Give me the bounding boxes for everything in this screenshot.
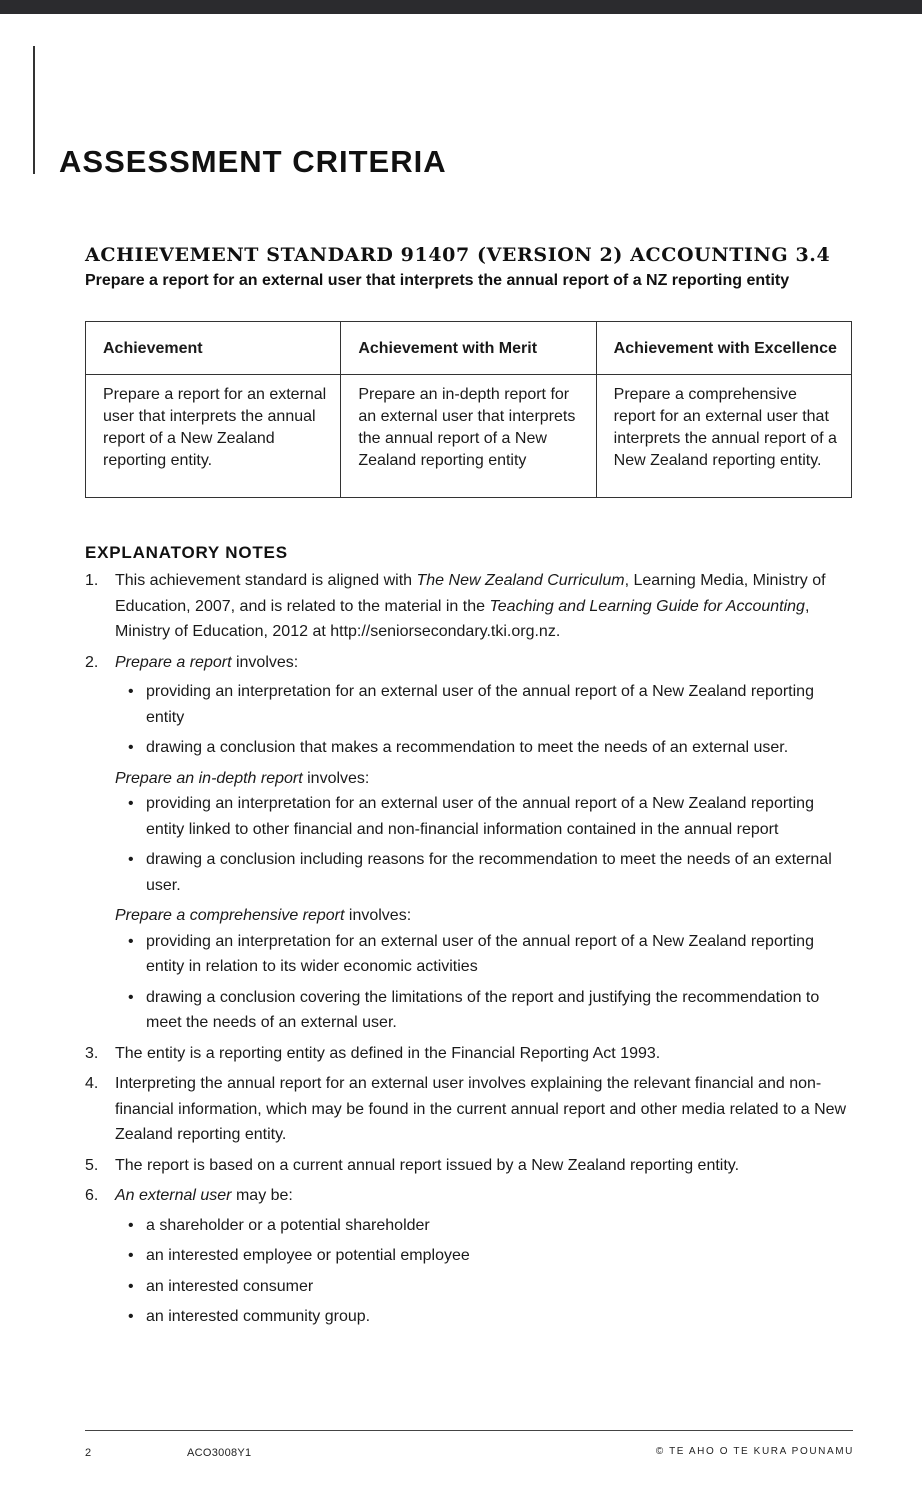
footer-rule <box>85 1430 853 1431</box>
text-run: , Learning Media, Ministry of Education, 2007, and is related to the material in the <box>115 572 826 615</box>
list-item <box>115 735 850 761</box>
note-6 <box>85 1183 850 1330</box>
note-text <box>115 568 850 645</box>
bullet-icon: • <box>128 739 134 756</box>
list-item-text: providing an interpretation for an external user of the annual report of a New Zealand reporting entity <box>146 683 814 726</box>
table-header-row <box>86 322 852 375</box>
list-item <box>115 1274 850 1300</box>
list-item <box>115 1213 850 1239</box>
note-number: 5. <box>85 1156 99 1174</box>
text-run: involves: <box>231 653 299 671</box>
criteria-table <box>85 321 852 498</box>
note-3 <box>85 1041 850 1067</box>
bullet-icon: • <box>128 1308 134 1325</box>
term: Prepare a report <box>115 653 232 671</box>
note-5 <box>85 1153 850 1179</box>
note-text <box>115 903 850 929</box>
bullet-list <box>115 929 850 1036</box>
explanatory-notes <box>85 568 850 1335</box>
italic-title: Teaching and Learning Guide for Accounting <box>489 597 805 615</box>
list-item-text: providing an interpretation for an external user of the annual report of a New Zealand reporting entity linked to other financial and non-financial information contained in the annual report <box>146 795 814 838</box>
bullet-icon: • <box>128 1216 134 1234</box>
list-item <box>115 847 850 898</box>
list-item <box>115 1304 850 1330</box>
bullet-icon: • <box>128 932 134 950</box>
standard-title: ACHIEVEMENT STANDARD 91407 (VERSION 2) ACCOUNTING 3.4 <box>85 244 831 266</box>
copyright: © TE AHO O TE KURA POUNAMU <box>655 1446 854 1457</box>
list-item-text: providing an interpretation for an external user of the annual report of a New Zealand reporting entity in relation to its wider economic activities <box>146 932 814 975</box>
list-item <box>115 985 850 1036</box>
note-text: The entity is a reporting entity as defined in the Financial Reporting Act 1993. <box>115 1044 661 1062</box>
list-item-text: an interested consumer <box>146 1277 314 1295</box>
bullet-list <box>115 1213 850 1330</box>
note-text <box>115 766 850 792</box>
bullet-icon: • <box>128 851 134 868</box>
note-number: 4. <box>85 1075 99 1092</box>
header-achievement: Achievement <box>86 322 341 375</box>
bullet-icon: • <box>128 1277 134 1295</box>
document-code: ACO3008Y1 <box>187 1447 252 1459</box>
bullet-icon: • <box>128 795 134 812</box>
note-number: 1. <box>85 572 99 589</box>
cell-achievement: Prepare a report for an external user that interprets the annual report of a New Zealand reporting entity. <box>86 375 341 498</box>
list-item <box>115 929 850 980</box>
bullet-icon: • <box>128 683 134 700</box>
note-4 <box>85 1071 850 1148</box>
note-text: The report is based on a current annual report issued by a New Zealand reporting entity. <box>115 1156 740 1174</box>
standard-subtitle: Prepare a report for an external user that interprets the annual report of a NZ reporting entity <box>85 272 790 289</box>
bullet-icon: • <box>128 988 134 1006</box>
list-item-text: drawing a conclusion covering the limitations of the report and justifying the recommendation to meet the needs of an external user. <box>146 988 820 1031</box>
list-item-text: an interested employee or potential employee <box>146 1247 470 1264</box>
list-item-text: a shareholder or a potential shareholder <box>146 1216 430 1234</box>
text-run: , Ministry of Education, 2012 at http://seniorsecondary.tki.org.nz. <box>115 597 810 640</box>
list-item <box>115 679 850 730</box>
note-2 <box>85 650 850 1036</box>
term: An external user <box>115 1187 232 1204</box>
term: Prepare a comprehensive report <box>115 907 345 924</box>
notes-heading: EXPLANATORY NOTES <box>85 543 288 562</box>
table-row <box>86 375 852 498</box>
text-run: may be: <box>231 1187 293 1204</box>
list-item-text: drawing a conclusion including reasons for the recommendation to meet the needs of an external user. <box>146 851 832 894</box>
list-item-text: drawing a conclusion that makes a recommendation to meet the needs of an external user. <box>146 739 789 756</box>
note-text: Interpreting the annual report for an external user involves explaining the relevant financial and non-financial information, which may be found in the current annual report and other media related to a New Zealand reporting entity. <box>115 1075 847 1143</box>
list-item <box>115 791 850 842</box>
note-number: 6. <box>85 1187 99 1204</box>
bullet-icon: • <box>128 1247 134 1264</box>
italic-title: The New Zealand Curriculum <box>416 572 625 589</box>
list-item <box>115 1243 850 1269</box>
cell-excellence: Prepare a comprehensive report for an external user that interprets the annual report of a New Zealand reporting entity. <box>596 375 851 498</box>
note-number: 3. <box>85 1044 99 1062</box>
side-rule <box>33 46 35 174</box>
text-run: This achievement standard is aligned with <box>115 572 417 589</box>
top-bar <box>0 0 922 14</box>
header-excellence: Achievement with Excellence <box>596 322 851 375</box>
term: Prepare an in-depth report <box>115 769 303 787</box>
text-run: involves: <box>302 769 370 787</box>
cell-merit: Prepare an in-depth report for an external user that interprets the annual report of a New Zealand reporting entity <box>341 375 596 498</box>
note-text <box>115 650 850 676</box>
text-run: involves: <box>344 907 412 924</box>
note-text <box>115 1183 850 1209</box>
page-title: ASSESSMENT CRITERIA <box>59 144 447 179</box>
bullet-list <box>115 679 850 761</box>
bullet-list <box>115 791 850 898</box>
list-item-text: an interested community group. <box>146 1308 371 1325</box>
header-merit: Achievement with Merit <box>341 322 596 375</box>
note-number: 2. <box>85 653 99 671</box>
page-number: 2 <box>85 1447 92 1459</box>
note-1 <box>85 568 850 645</box>
